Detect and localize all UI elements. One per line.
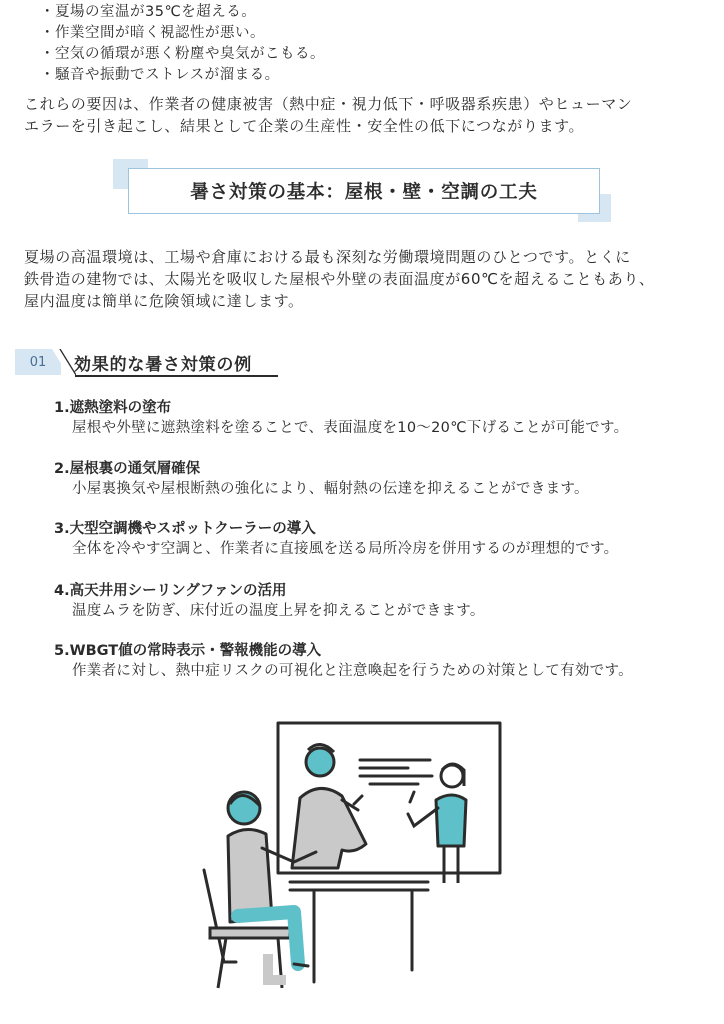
item-title: 2.屋根裏の通気層確保 [54,461,201,477]
item-description: 温度ムラを防ぎ、床付近の温度上昇を抑えることができます。 [72,603,485,619]
intro-paragraph [24,93,632,137]
section-underline [75,375,278,377]
item-description: 作業者に対し、熱中症リスクの可視化と注意喚起を行うための対策として有効です。 [72,663,633,679]
table [290,882,428,982]
bullet-item: ・ 空気の循環が悪く粉塵や臭気がこもる。 [40,44,325,65]
item-description: 全体を冷やす空調と、作業者に直接風を送る局所冷房を併用するのが理想的です。 [72,541,619,557]
intro-line: エラーを引き起こし、結果として企業の生産性・安全性の低下につながります。 [24,117,585,135]
section-slash-divider [52,349,76,375]
list-item [54,398,628,438]
item-description: 小屋裏換気や屋根断熱の強化により、輻射熱の伝達を抑えることができます。 [72,481,589,497]
item-description: 屋根や外壁に遮熱塗料を塗ることで、表面温度を10〜20℃下げることが可能です。 [72,420,629,436]
body-line: 鉄骨造の建物では、太陽光を吸収した屋根や外壁の表面温度が60℃を超えることもあり、 [24,270,655,288]
intro-line: これらの要因は、作業者の健康被害（熱中症・視力低下・呼吸器系疾患）やヒューマン [24,95,633,113]
item-title: 1.遮熱塗料の塗布 [54,400,172,416]
bullet-item: ・ 夏場の室温が35℃を超える。 [40,2,325,23]
meeting-illustration [190,718,510,998]
section-heading: 暑さ対策の基本：屋根・壁・空調の工夫 [128,168,600,214]
body-paragraph [24,246,655,312]
section-title: 効果的な暑さ対策の例 [74,355,252,375]
item-title: 4.高天井用シーリングファンの活用 [54,583,287,599]
bullet-item: ・ 騒音や振動でストレスが溜まる。 [40,65,325,86]
bullet-list [40,2,325,86]
list-item [54,459,589,499]
body-line: 夏場の高温環境は、工場や倉庫における最も深刻な労働環境問題のひとつです。とくに [24,248,631,266]
body-line: 屋内温度は簡単に危険領域に達します。 [24,292,304,310]
item-title: 3.大型空調機やスポットクーラーの導入 [54,521,316,537]
list-item [54,581,485,621]
section-number-badge: 01 [15,349,61,375]
item-title: 5.WBGT値の常時表示・警報機能の導入 [54,643,322,659]
bullet-item: ・ 作業空間が暗く視認性が悪い。 [40,23,325,44]
list-item [54,519,618,559]
list-item [54,641,633,681]
